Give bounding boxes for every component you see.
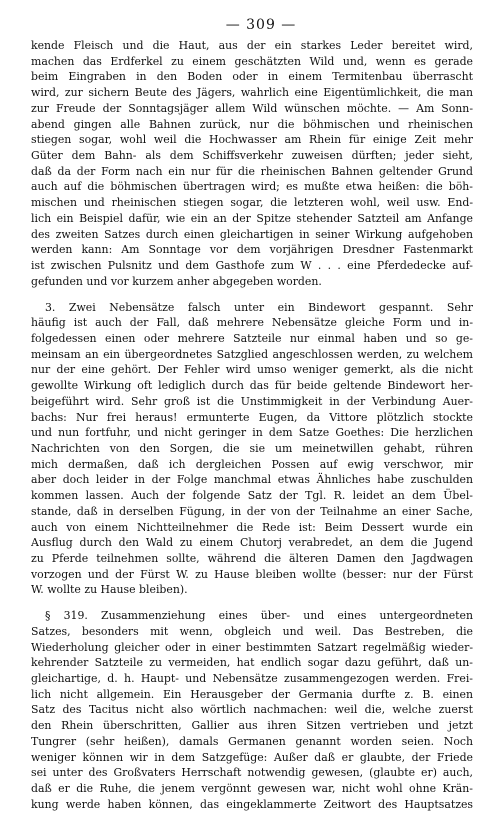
text-line: stande, daß in derselben Fügung, in der von der Teilnahme an einer Sache,: [31, 504, 473, 518]
text-line: kung werde haben können, das eingeklammerte Zeitwort des Hauptsatzes: [31, 797, 473, 811]
text-line: mich dermaßen, daß ich dergleichen Possen auf ewig verschwor, mir: [31, 457, 473, 471]
text-line: den Rhein überschritten, Gallier aus ihren Sitzen vertrieben und jetzt: [31, 719, 473, 733]
text-line: Ausflug durch den Wald zu einem Chutorj verabredet, an dem die Jugend: [31, 536, 473, 550]
text-line: beigeführt wird. Sehr groß ist die Unstimmigkeit in der Verbindung Auer-: [31, 394, 473, 408]
text-line: werden kann: Am Sonntage vor dem vorjährigen Dresdner Fastenmarkt: [31, 243, 473, 257]
page: [31, 12, 473, 813]
text-line: häufig ist auch der Fall, daß mehrere Nebensätze gleiche Form und in-: [31, 316, 473, 330]
text-line: wird, zur sichern Beute des Jägers, wahrlich eine Eigentümlichkeit, die man: [31, 86, 473, 100]
text-line: sei unter des Großvaters Herrschaft notwendig gewesen, (glaubte er) auch,: [31, 766, 473, 780]
text-line: folgedessen einen oder mehrere Satzteile nur einmal haben und so ge-: [31, 331, 473, 345]
text-line: mischen und rheinischen stiegen sogar, die letzteren wohl, weil usw. End-: [31, 196, 473, 210]
text-line: zu Pferde teilnehmen sollte, während die älteren Damen den Jagdwagen: [31, 552, 473, 565]
text-line: nur der eine gehört. Der Fehler wird umso weniger gemerkt, als die nicht: [31, 363, 473, 377]
text-line: Tungrer (sehr heißen), damals Germanen genannt worden seien. Noch: [31, 734, 473, 748]
text-line: zur Freude der Sonntagsjäger allem Wild wünschen möchte. — Am Sonn-: [31, 101, 473, 115]
text-line: machen das Erdferkel zu einem geschätzten Wild und, wenn es gerade: [31, 54, 473, 68]
text-line: Güter dem Bahn- als dem Schiffsverkehr zuweisen dürften; jeder sieht,: [31, 149, 473, 163]
text-line: Satzes, besonders mit wenn, obgleich und weil. Das Bestreben, die: [31, 624, 473, 638]
text-line: des zweiten Satzes durch einen gleichartigen in seiner Wirkung aufgehoben: [31, 227, 473, 241]
text-line: Wiederholung gleicher oder in einer bestimmten Satzart regelmäßig wieder-: [31, 640, 473, 654]
text-line: gefunden und vor kurzem anher abgegeben worden.: [31, 274, 322, 288]
text-line: kehrender Satzteile zu vermeiden, hat endlich sogar dazu geführt, daß un-: [31, 656, 473, 670]
text-line: daß da der Form nach ein nur für die rheinischen Bahnen geltender Grund: [31, 164, 473, 178]
text-line: aber doch leider in der Folge manchmal etwas Ähnliches habe zuschulden: [31, 473, 473, 487]
text-line: 3. Zwei Nebensätze falsch unter ein Bindewort gespannt. Sehr: [45, 300, 473, 314]
page-number: — 309 —: [225, 17, 297, 33]
text-line: § 319. Zusammenziehung eines über- und eines untergeordneten: [45, 609, 473, 623]
paragraph-1: [31, 38, 473, 290]
text-line: gleichartige, d. h. Haupt- und Nebensätze zusammengezogen werden. Frei-: [31, 672, 473, 686]
text-line: kommen lassen. Auch der folgende Satz der Tgl. R. leidet an dem Übel-: [31, 489, 473, 503]
text-line: W. wollte zu Hause bleiben).: [31, 583, 188, 597]
text-line: vorzogen und der Fürst W. zu Hause bleiben wollte (besser: nur der Fürst: [31, 567, 473, 581]
paragraph-3: [31, 608, 473, 812]
text-line: beim Eingraben in den Boden oder in einem Termitenbau überrascht: [31, 70, 473, 84]
text-line: lich ein Beispiel dafür, wie ein an der Spitze stehender Satzteil am Anfange: [31, 211, 473, 225]
paragraph-2: [31, 300, 473, 599]
text-line: und nun fortfuhr, und nicht geringer in dem Satze Goethes: Die herzlichen: [31, 426, 473, 440]
text-line: abend gingen alle Bahnen zurück, nur die böhmischen und rheinischen: [31, 117, 473, 131]
text-line: auch von einem Nichtteilnehmer die Rede ist: Beim Dessert wurde ein: [31, 520, 473, 534]
text-line: ist zwischen Pulsnitz und dem Gasthofe zum W . . . eine Pferdedecke auf-: [31, 259, 473, 273]
text-line: weniger können wir in dem Satzgefüge: Außer daß er glaubte, der Friede: [31, 750, 473, 764]
text-line: auch auf die böhmischen übertragen wird; es mußte etwa heißen: die böh-: [31, 180, 473, 194]
text-line: stiegen sogar, wohl weil die Hochwasser am Rhein für einige Zeit mehr: [31, 133, 473, 147]
text-line: Satz des Tacitus nicht also wörtlich nachmachen: weil die, welche zuerst: [31, 703, 473, 717]
text-line: lich nicht allgemein. Ein Herausgeber der Germania durfte z. B. einen: [31, 687, 473, 701]
text-line: kende Fleisch und die Haut, aus der ein starkes Leder bereitet wird,: [31, 39, 473, 52]
text-line: Nachrichten von den Sorgen, die sie um meinetwillen gehabt, rühren: [31, 441, 473, 455]
text-line: gewollte Wirkung oft lediglich durch das für beide geltende Bindewort her-: [31, 379, 473, 393]
text-line: bachs: Nur frei heraus! ermunterte Eugen, da Vittore plötzlich stockte: [31, 410, 473, 424]
text-line: daß er die Ruhe, die jenem vergönnt gewesen war, nicht wohl ohne Krän-: [31, 782, 473, 796]
text-line: meinsam an ein übergeordnetes Satzglied angeschlossen werden, zu welchem: [31, 347, 473, 361]
